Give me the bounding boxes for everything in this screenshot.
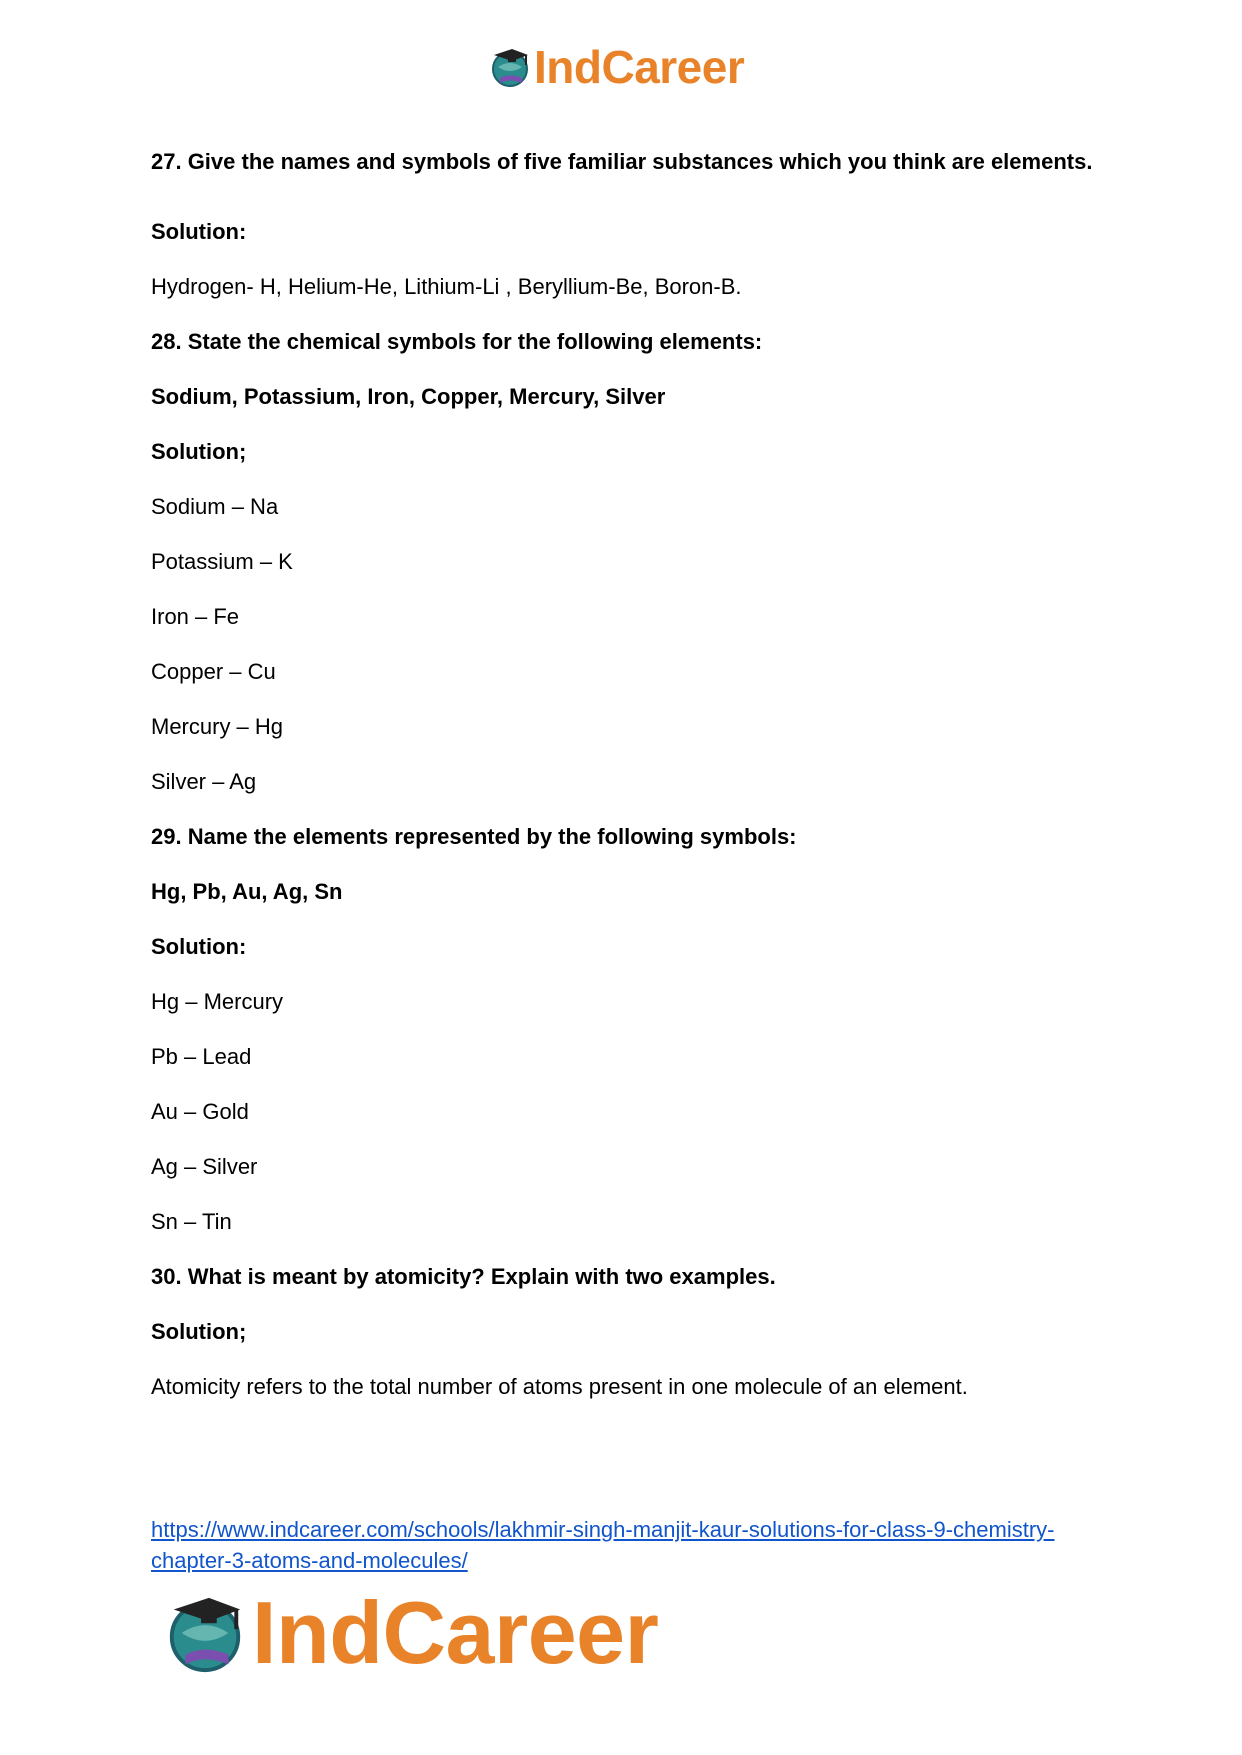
question-text: 30. What is meant by atomicity? Explain with two examples. (151, 1264, 776, 1289)
footer-logo (162, 1583, 659, 1682)
question-text: 28. State the chemical symbols for the following elements: (151, 329, 763, 354)
source-link[interactable]: https://www.indcareer.com/schools/lakhmir-singh-manjit-kaur-solutions-for-class-9-chemistry-chapter-3-atoms-and-molecules/ (151, 1517, 1055, 1573)
answer-text: Hg – Mercury (151, 989, 284, 1014)
question-text: Solution: (151, 219, 247, 244)
header-logo (488, 41, 745, 93)
logo-text: IndCareer (534, 41, 745, 93)
answer-text: Iron – Fe (151, 604, 240, 629)
answer-text: Atomicity refers to the total number of atoms present in one molecule of an element. (151, 1374, 968, 1399)
answer-text: Sodium – Na (151, 494, 279, 519)
globe-graduation-icon (162, 1590, 248, 1676)
answer-text: Pb – Lead (151, 1044, 252, 1069)
answer-text: Copper – Cu (151, 659, 276, 684)
answer-text: Ag – Silver (151, 1154, 258, 1179)
answer-text: Mercury – Hg (151, 714, 284, 739)
question-text: 27. Give the names and symbols of five familiar substances which you think are elements. (151, 149, 1093, 174)
question-text: 29. Name the elements represented by the following symbols: (151, 824, 797, 849)
question-text: Solution; (151, 439, 247, 464)
question-text: Sodium, Potassium, Iron, Copper, Mercury, Silver (151, 384, 666, 409)
logo-text: IndCareer (252, 1583, 659, 1682)
answer-text: Au – Gold (151, 1099, 249, 1124)
answer-text: Potassium – K (151, 549, 293, 574)
question-text: Solution: (151, 934, 247, 959)
globe-graduation-icon (488, 45, 532, 89)
answer-text: Sn – Tin (151, 1209, 232, 1234)
answer-text: Hydrogen- H, Helium-He, Lithium-Li , Beryllium-Be, Boron-B. (151, 274, 742, 299)
question-text: Solution; (151, 1319, 247, 1344)
question-text: Hg, Pb, Au, Ag, Sn (151, 879, 343, 904)
answer-text: Silver – Ag (151, 769, 257, 794)
